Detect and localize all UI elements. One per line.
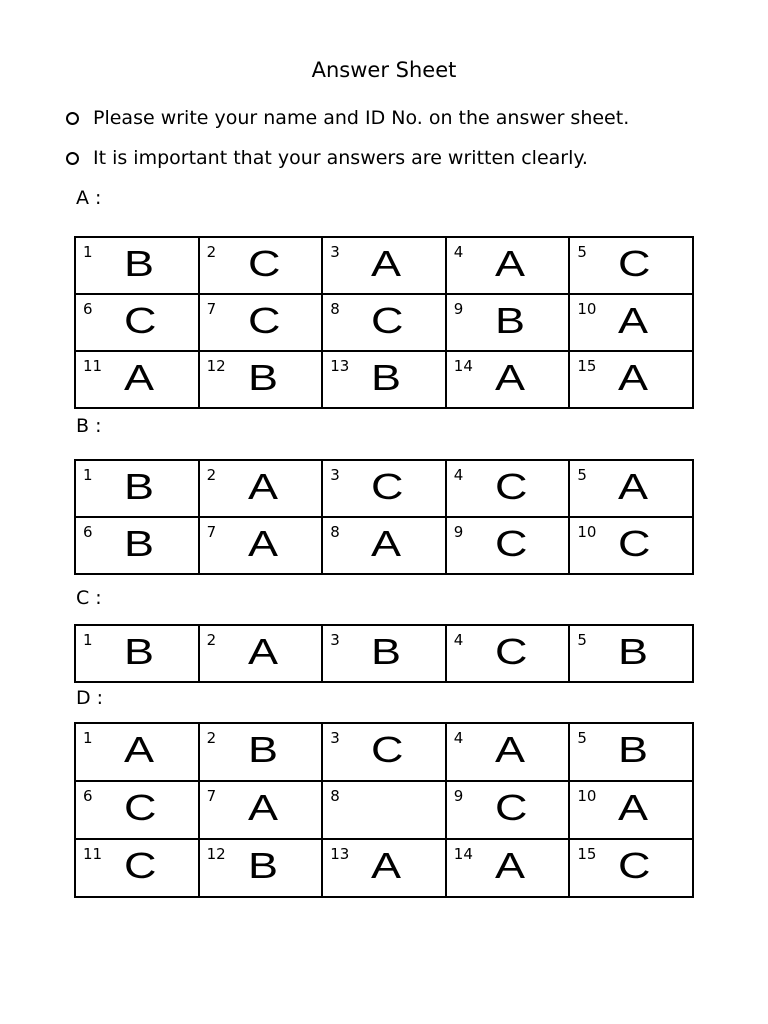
answer-letter: B <box>247 357 278 398</box>
answer-letter: C <box>247 300 281 341</box>
answer-letter: A <box>371 243 402 284</box>
answer-letter: A <box>494 729 525 770</box>
answer-letter: C <box>124 300 157 341</box>
question-number: 10 <box>577 523 597 541</box>
answer-letter: A <box>124 357 155 398</box>
question-number: 5 <box>577 631 587 649</box>
answer-letter: A <box>494 243 525 284</box>
table-row <box>75 781 693 839</box>
answer-cell <box>75 839 199 897</box>
question-number: 2 <box>206 466 217 484</box>
section-label-a: A : <box>76 187 102 209</box>
answer-cell <box>569 517 693 574</box>
answer-letter: A <box>247 466 278 507</box>
question-number: 14 <box>453 357 473 375</box>
answer-letter: C <box>371 300 404 341</box>
instruction-text: Please write your name and ID No. on the answer sheet. <box>93 107 630 129</box>
answer-cell <box>199 237 323 294</box>
answer-cell <box>569 723 693 781</box>
answer-letter: A <box>247 631 278 672</box>
question-number: 5 <box>577 729 587 747</box>
question-number: 12 <box>206 845 226 863</box>
question-number: 8 <box>330 787 340 805</box>
answer-grid-a <box>74 236 694 409</box>
question-number: 1 <box>83 729 93 747</box>
answer-letter: B <box>371 631 402 672</box>
answer-grid-c <box>74 624 694 683</box>
section-label-d: D : <box>76 687 104 709</box>
answer-cell <box>199 460 323 517</box>
answer-letter: A <box>371 845 402 886</box>
question-number: 4 <box>453 466 464 484</box>
answer-letter: B <box>494 300 525 341</box>
page-title: Answer Sheet <box>311 58 457 82</box>
answer-letter: C <box>494 631 528 672</box>
answer-cell <box>75 351 199 408</box>
answer-cell <box>569 294 693 351</box>
answer-cell <box>199 781 323 839</box>
answer-letter: B <box>247 845 278 886</box>
answer-cell <box>322 839 446 897</box>
section-label-b: B : <box>76 415 102 437</box>
answer-cell <box>75 625 199 682</box>
question-number: 12 <box>206 357 226 375</box>
answer-cell <box>569 625 693 682</box>
question-number: 7 <box>206 787 217 805</box>
answer-letter: B <box>247 729 278 770</box>
answer-letter: A <box>494 357 525 398</box>
table-row <box>75 839 693 897</box>
question-number: 9 <box>453 300 464 318</box>
table-row <box>75 294 693 351</box>
answer-cell <box>322 723 446 781</box>
answer-cell <box>75 460 199 517</box>
table-row <box>75 625 693 682</box>
answer-letter: C <box>247 243 281 284</box>
question-number: 6 <box>83 787 93 805</box>
question-number: 3 <box>330 243 340 261</box>
question-number: 2 <box>206 243 217 261</box>
answer-grid-d <box>74 722 694 898</box>
question-number: 15 <box>577 357 597 375</box>
answer-letter: A <box>494 845 525 886</box>
answer-cell <box>446 839 570 897</box>
circle-bullet-icon <box>66 152 79 165</box>
instruction-text: It is important that your answers are written clearly. <box>93 147 588 169</box>
answer-letter: C <box>494 523 528 564</box>
answer-cell <box>75 237 199 294</box>
question-number: 10 <box>577 787 597 805</box>
question-number: 3 <box>330 631 340 649</box>
question-number: 8 <box>330 300 340 318</box>
answer-letter: B <box>371 357 402 398</box>
answer-cell <box>75 723 199 781</box>
question-number: 3 <box>330 729 340 747</box>
answer-letter: B <box>124 523 155 564</box>
answer-cell <box>569 351 693 408</box>
question-number: 3 <box>330 466 340 484</box>
table-row <box>75 351 693 408</box>
question-number: 7 <box>206 300 217 318</box>
answer-cell <box>199 839 323 897</box>
question-number: 6 <box>83 523 93 541</box>
answer-letter: B <box>124 243 155 284</box>
answer-cell <box>569 460 693 517</box>
answer-letter: B <box>124 631 155 672</box>
answer-cell <box>446 460 570 517</box>
answer-cell <box>199 517 323 574</box>
answer-cell <box>75 781 199 839</box>
answer-cell <box>199 294 323 351</box>
answer-cell <box>446 294 570 351</box>
circle-bullet-icon <box>66 112 79 125</box>
answer-letter: A <box>124 729 155 770</box>
instruction-2 <box>66 146 588 170</box>
question-number: 2 <box>206 631 217 649</box>
question-number: 8 <box>330 523 340 541</box>
answer-cell <box>446 625 570 682</box>
question-number: 14 <box>453 845 473 863</box>
answer-cell <box>446 781 570 839</box>
table-row <box>75 237 693 294</box>
answer-cell <box>322 517 446 574</box>
answer-letter: A <box>618 787 649 828</box>
question-number: 15 <box>577 845 597 863</box>
answer-cell <box>322 294 446 351</box>
question-number: 9 <box>453 787 464 805</box>
instruction-1 <box>66 106 629 130</box>
answer-letter: A <box>247 523 278 564</box>
answer-letter: A <box>618 300 649 341</box>
answer-cell <box>446 351 570 408</box>
question-number: 1 <box>83 243 93 261</box>
question-number: 4 <box>453 243 464 261</box>
answer-letter: A <box>618 466 649 507</box>
answer-cell <box>446 517 570 574</box>
answer-letter: C <box>371 466 404 507</box>
table-row <box>75 460 693 517</box>
answer-cell <box>322 351 446 408</box>
answer-cell <box>569 237 693 294</box>
answer-letter: C <box>124 845 157 886</box>
question-number: 10 <box>577 300 597 318</box>
question-number: 7 <box>206 523 217 541</box>
question-number: 13 <box>330 845 350 863</box>
answer-cell <box>569 781 693 839</box>
answer-letter: C <box>371 729 404 770</box>
answer-letter: C <box>618 845 651 886</box>
answer-letter: A <box>371 523 402 564</box>
answer-cell <box>322 237 446 294</box>
answer-letter: A <box>618 357 649 398</box>
answer-letter: C <box>124 787 157 828</box>
answer-letter: C <box>618 523 651 564</box>
answer-cell <box>569 839 693 897</box>
answer-cell <box>199 723 323 781</box>
question-number: 4 <box>453 631 464 649</box>
question-number: 5 <box>577 466 587 484</box>
answer-cell <box>446 723 570 781</box>
answer-cell <box>446 237 570 294</box>
question-number: 2 <box>206 729 217 747</box>
answer-cell <box>75 294 199 351</box>
answer-cell <box>322 625 446 682</box>
question-number: 11 <box>83 845 103 863</box>
question-number: 9 <box>453 523 464 541</box>
answer-cell <box>199 351 323 408</box>
answer-cell <box>322 460 446 517</box>
question-number: 13 <box>330 357 350 375</box>
answer-letter: B <box>618 729 649 770</box>
answer-letter: C <box>494 787 528 828</box>
answer-grid-b <box>74 459 694 575</box>
table-row <box>75 517 693 574</box>
answer-letter: C <box>494 466 528 507</box>
question-number: 1 <box>83 466 93 484</box>
answer-letter: A <box>247 787 278 828</box>
answer-cell <box>322 781 446 839</box>
table-row <box>75 723 693 781</box>
answer-letter: B <box>124 466 155 507</box>
question-number: 11 <box>83 357 103 375</box>
section-label-c: C : <box>76 587 102 609</box>
answer-cell <box>75 517 199 574</box>
question-number: 4 <box>453 729 464 747</box>
answer-letter: B <box>618 631 649 672</box>
answer-letter: C <box>618 243 651 284</box>
question-number: 5 <box>577 243 587 261</box>
question-number: 1 <box>83 631 93 649</box>
question-number: 6 <box>83 300 93 318</box>
answer-cell <box>199 625 323 682</box>
